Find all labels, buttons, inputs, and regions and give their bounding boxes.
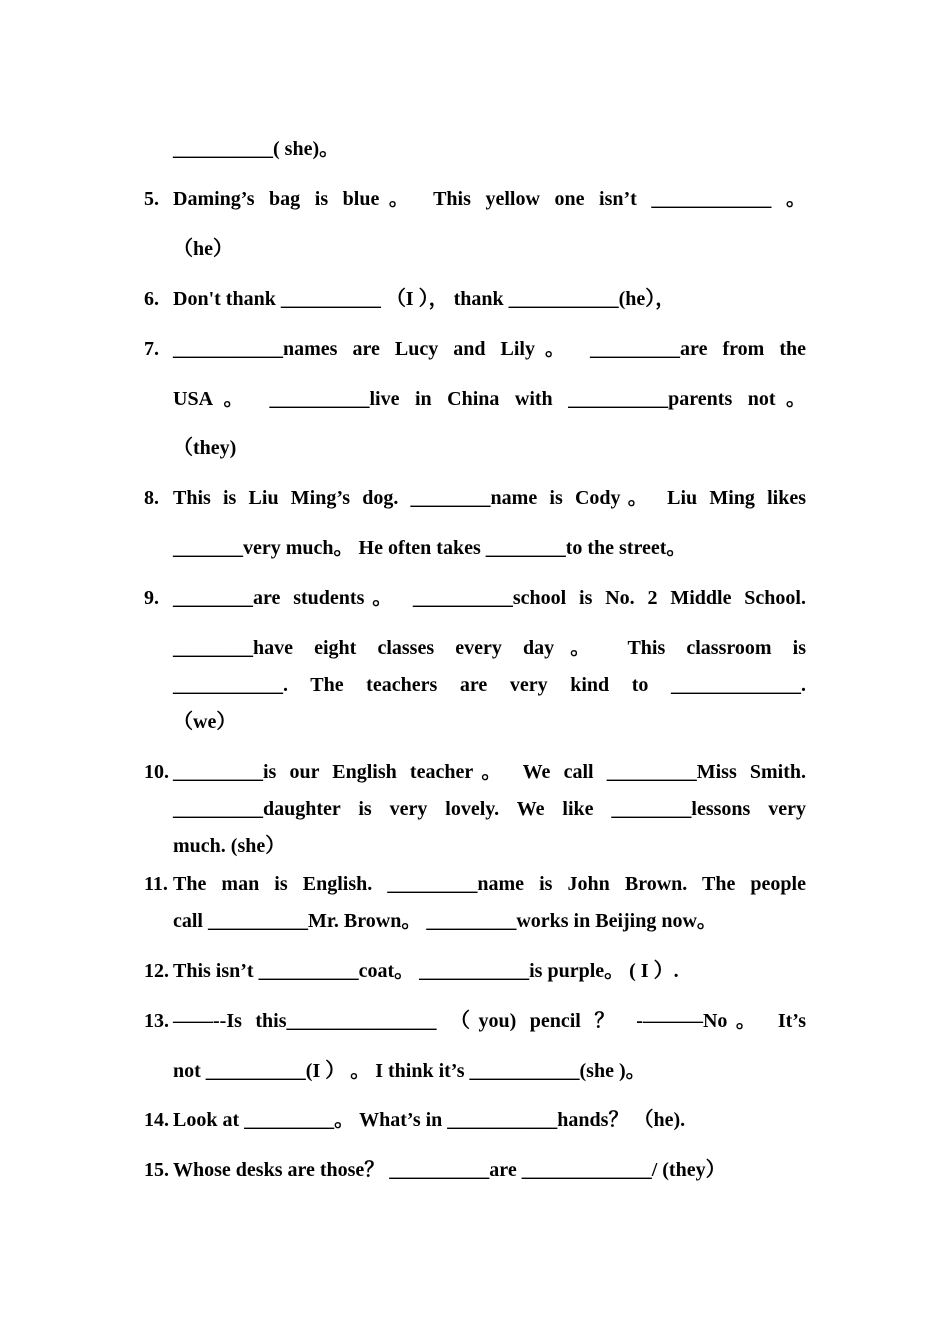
question-line: Don't thank __________ （I ）， thank ___________(he）， — [173, 288, 676, 310]
question-line: （we） — [173, 711, 237, 733]
question-line: Look at _________。 What’s in ___________hands？ （he). — [173, 1109, 686, 1131]
question-number: 6. — [144, 288, 159, 310]
question-number: 8. — [144, 487, 159, 509]
question-number: 11. — [144, 873, 168, 895]
question-line: ___________. The teachers are very kind to _____________. — [173, 674, 806, 696]
question-number: 13. — [144, 1010, 169, 1032]
question-line: ___________names are Lucy and Lily。 _________are from the — [173, 338, 806, 360]
question-line: This is Liu Ming’s dog. ________name is Cody。 Liu Ming likes — [173, 487, 806, 509]
question-line: （he） — [173, 238, 233, 260]
question-number: 5. — [144, 188, 159, 210]
question-line: _________is our English teacher。 We call _________Miss Smith. — [173, 761, 806, 783]
question-line: ________are students。 __________school is No. 2 Middle School. — [173, 587, 806, 609]
question-line: （they) — [173, 437, 237, 459]
question-number: 14. — [144, 1109, 169, 1131]
question-number: 10. — [144, 761, 169, 783]
question-line: _________daughter is very lovely. We like ________lessons very — [173, 798, 806, 820]
question-line: Daming’s bag is blue。 This yellow one isn’t ____________ 。 — [173, 188, 806, 210]
question-line: call __________Mr. Brown。 _________works in Beijing now。 — [173, 910, 717, 932]
question-number: 15. — [144, 1159, 169, 1181]
question-line: This isn’t __________coat。 ___________is purple。 ( I ）. — [173, 960, 679, 982]
question-line: Whose desks are those？ __________are _____________/ (they） — [173, 1159, 726, 1181]
question-line: not __________(I ） 。 I think it’s ___________(she )。 — [173, 1060, 646, 1082]
question-number: 7. — [144, 338, 159, 360]
question-line: ________have eight classes every day。 This classroom is — [173, 637, 806, 659]
question-line: much. (she） — [173, 835, 286, 857]
question-number: 12. — [144, 960, 169, 982]
question-line: _______very much。 He often takes ________to the street。 — [173, 537, 687, 559]
question-line: The man is English. _________name is John Brown. The people — [173, 873, 806, 895]
question-line: __________( she)。 — [173, 138, 340, 160]
question-line: USA。 __________live in China with __________parents not。 — [173, 388, 806, 410]
question-number: 9. — [144, 587, 159, 609]
question-line: ——--Is this_______________ （you) pencil ？ -———No。 It’s — [173, 1010, 806, 1032]
